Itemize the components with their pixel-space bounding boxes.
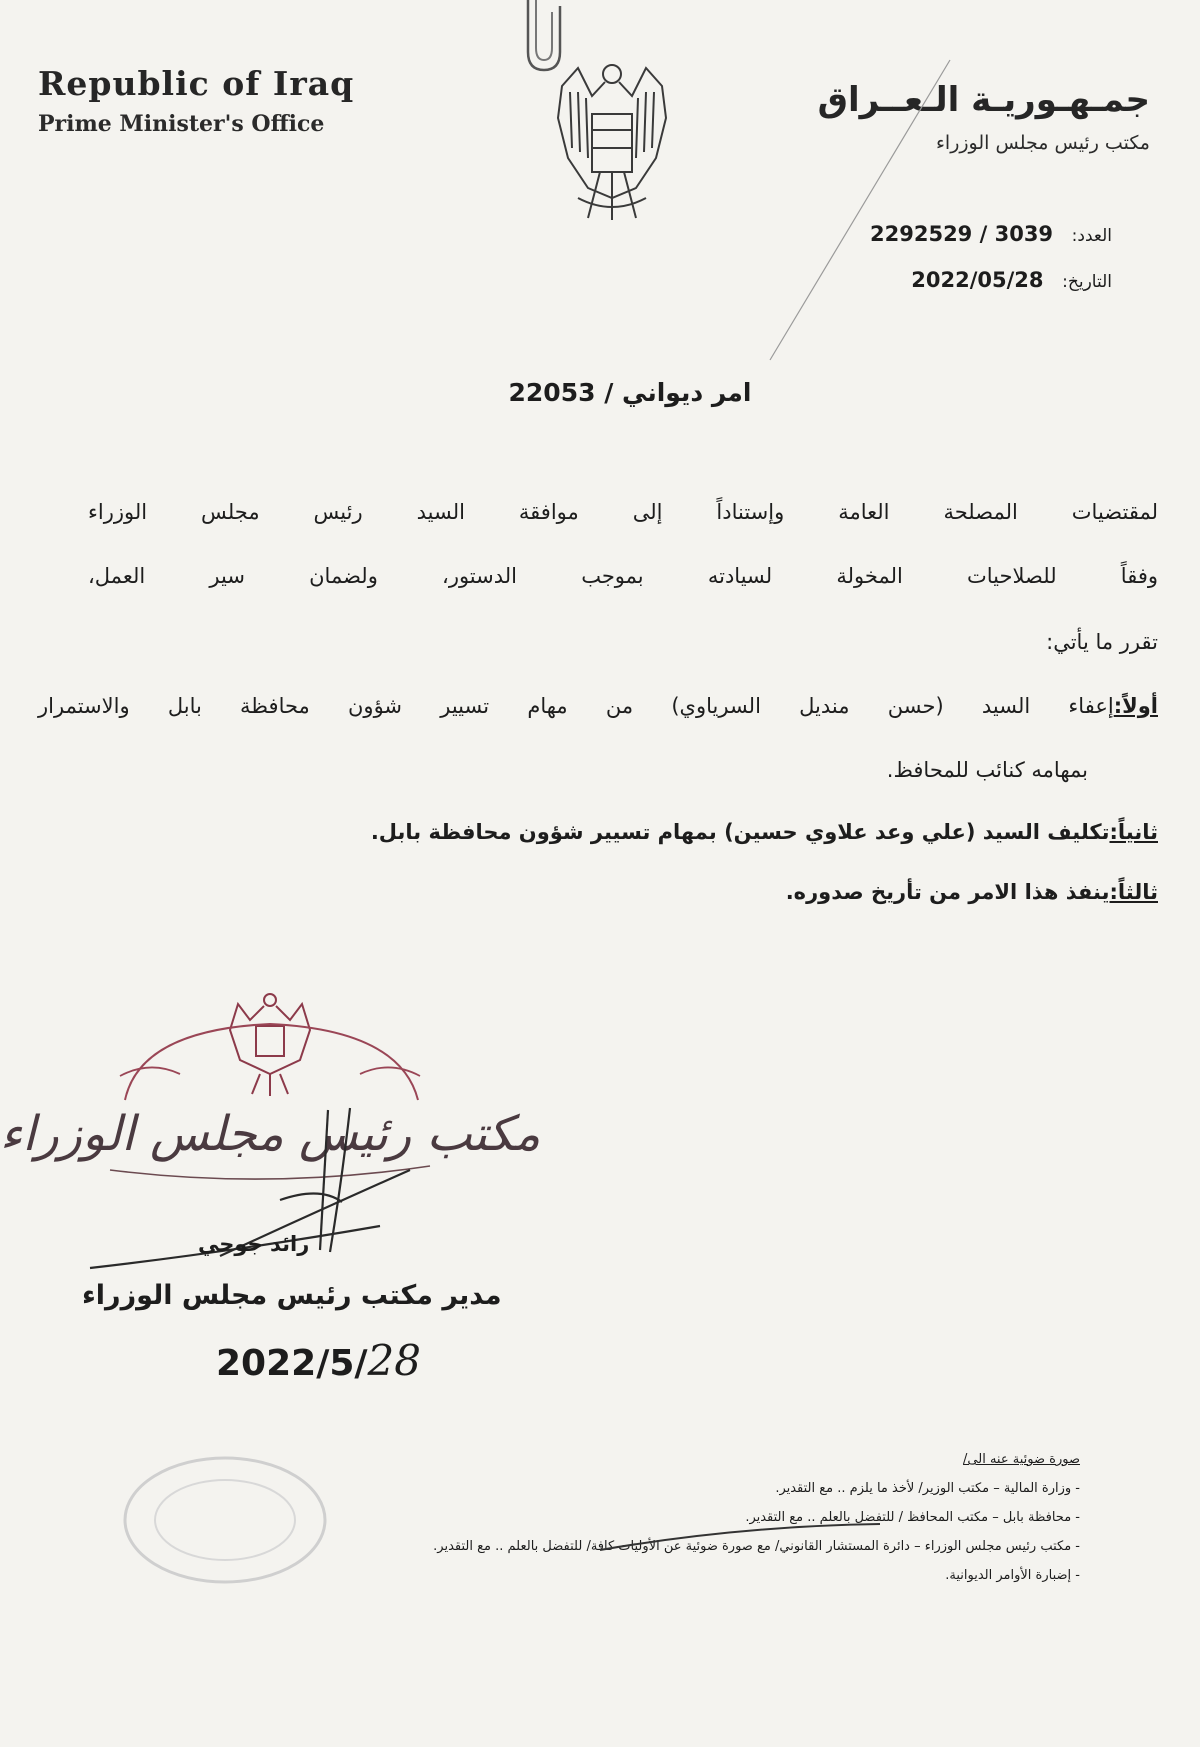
number-label: العدد: (1071, 226, 1112, 246)
reference-number (870, 222, 1112, 246)
signer-title: مدير مكتب رئيس مجلس الوزراء (82, 1280, 502, 1311)
country-name-ar: جمـهـوريـة الـعــراق (817, 80, 1150, 120)
signature-date (216, 1336, 421, 1385)
copy-recipient-4: - إضبارة الأوامر الديوانية. (120, 1568, 1080, 1583)
office-name-en: Prime Minister's Office (38, 111, 325, 137)
order-body (38, 490, 1158, 910)
item-2-text: تكليف السيد (علي وعد علاوي حسين) بمهام تسيير شؤون محافظة بابل. (370, 820, 1110, 844)
date-value: 2022/05/28 (911, 268, 1044, 292)
seal-arc (125, 1024, 418, 1100)
signature-date-handwritten: 28 (367, 1336, 421, 1385)
body-line-1: لمقتضيات المصلحة العامة وإستناداً إلى موافقة السيد رئيس مجلس الوزراء (88, 500, 1158, 524)
scan-crease-line (760, 60, 960, 360)
order-item-1-continued: بمهامه كنائب للمحافظ. (886, 758, 1088, 782)
english-header (38, 64, 354, 137)
signer-name: رائد جوحي (198, 1232, 310, 1256)
date-label: التاريخ: (1062, 272, 1112, 292)
body-line-3: تقرر ما يأتي: (1046, 630, 1158, 654)
item-1-text: إعفاء السيد (حسن منديل السرياوي) من مهام تسيير شؤون محافظة بابل والاستمرار (38, 694, 1114, 718)
order-item-3 (786, 880, 1158, 904)
item-2-lead: ثانياً: (1109, 820, 1158, 844)
order-item-1 (38, 694, 1158, 718)
copies-heading: صورة ضوئية عنه الى/ (963, 1452, 1080, 1467)
iraq-eagle-emblem-icon (548, 48, 676, 223)
reference-date (870, 268, 1112, 292)
copy-recipient-3: - مكتب رئيس مجلس الوزراء – دائرة المستشار القانوني/ مع صورة ضوئية عن الأوليات كافة/ للتفضل بالعلم .. مع التقدير. (120, 1539, 1080, 1554)
item-1-lead: أولاً: (1113, 694, 1158, 718)
office-name-ar: مكتب رئيس مجلس الوزراء (935, 132, 1150, 154)
order-item-2 (371, 820, 1158, 844)
item-3-lead: ثالثاً: (1109, 880, 1158, 904)
seal-text: مكتب رئيس مجلس الوزراء (0, 1106, 541, 1162)
handwritten-strike-line (600, 1520, 880, 1560)
copy-recipient-2: - محافظة بابل – مكتب المحافظ / للتفضل بالعلم .. مع التقدير. (120, 1510, 1080, 1525)
reference-block (870, 222, 1112, 314)
item-3-text: ينفذ هذا الامر من تأريخ صدوره. (785, 880, 1110, 904)
signature-date-printed: 2022/5/ (216, 1343, 368, 1384)
seal-eagle-icon (230, 994, 310, 1096)
body-line-2: وفقاً للصلاحيات المخولة لسيادته بموجب الدستور، ولضمان سير العمل، (88, 564, 1158, 588)
country-name-en: Republic of Iraq (38, 64, 355, 103)
copy-recipient-1: - وزارة المالية – مكتب الوزير/ لأخذ ما يلزم .. مع التقدير. (120, 1481, 1080, 1496)
order-title: امر ديواني / 22053 (508, 378, 752, 407)
number-value: 2292529 / 3039 (870, 222, 1054, 246)
